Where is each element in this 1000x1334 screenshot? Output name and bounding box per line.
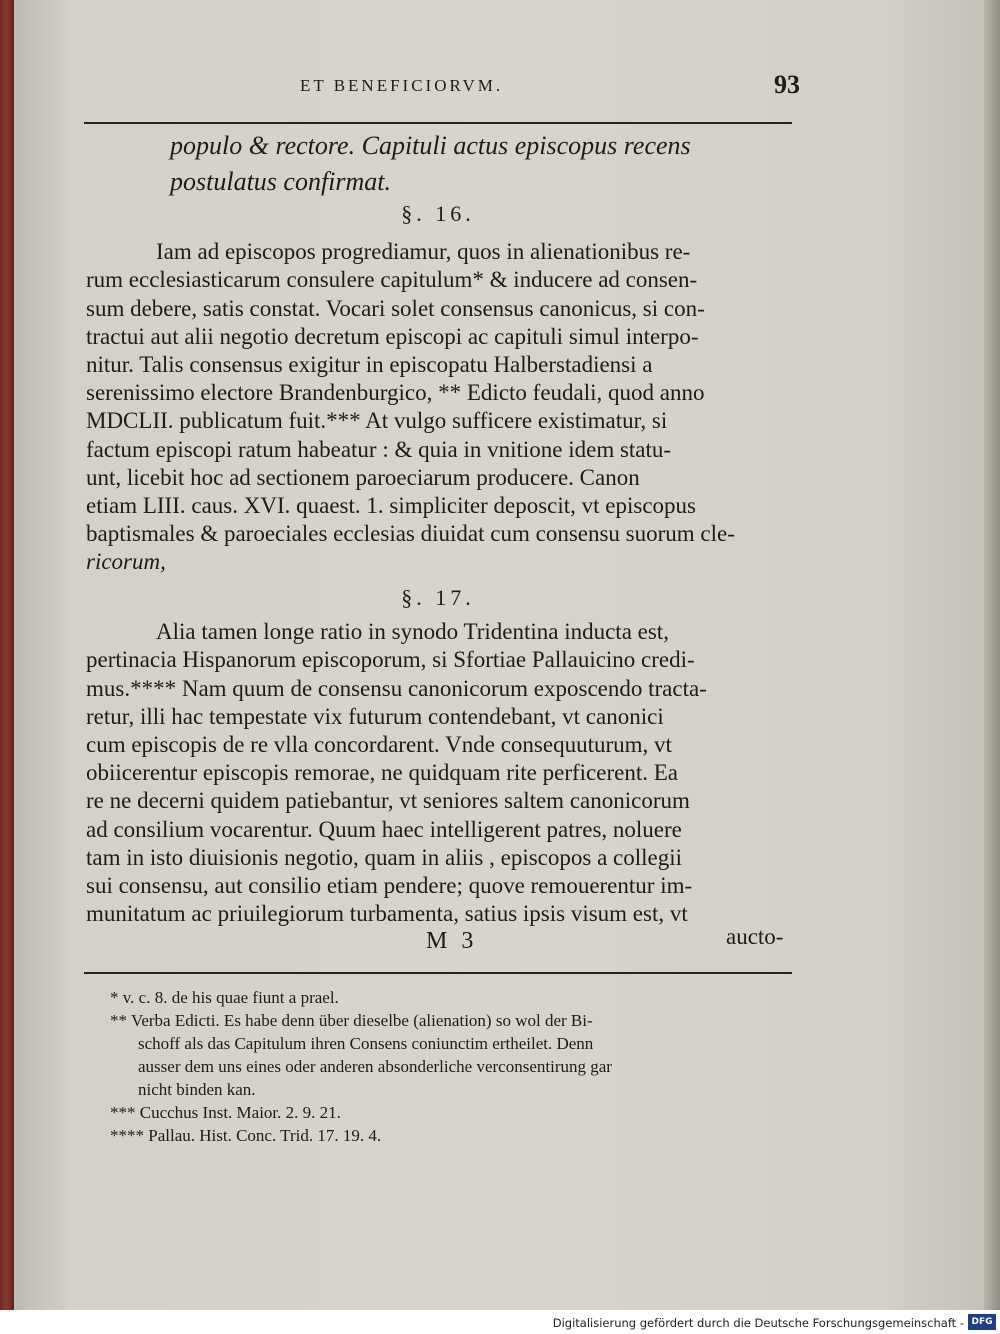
section-16 xyxy=(86,200,790,577)
text-line: serenissimo electore Brandenburgico, ** Edicto feudali, quod anno xyxy=(86,380,705,406)
text-line: pertinacia Hispanorum episcoporum, si Sfortiae Pallauicino credi- xyxy=(86,647,695,673)
footnote: **** Pallau. Hist. Conc. Trid. 17. 19. 4. xyxy=(110,1126,382,1145)
footnote: ** Verba Edicti. Es habe denn über dieselbe (alienation) so wol der Bi- xyxy=(110,1011,593,1030)
text-line: Alia tamen longe ratio in synodo Tridentina inducta est, xyxy=(156,619,669,645)
header-rule xyxy=(84,122,792,124)
text-line: unt, licebit hoc ad sectionem paroeciarum producere. Canon xyxy=(86,464,640,490)
summary-line: postulatus confirmat. xyxy=(170,167,392,196)
funding-credit: Digitalisierung gefördert durch die Deutsche Forschungsgemeinschaft - xyxy=(552,1316,964,1330)
text-line: retur, illi hac tempestate vix futurum contendebant, vt canonici xyxy=(86,703,664,729)
page-edge xyxy=(984,0,1000,1310)
text-line: re ne decerni quidem patiebantur, vt seniores saltem canonicorum xyxy=(86,788,690,814)
text-line: baptismales & paroeciales ecclesias diuidat cum consensu suorum cle- xyxy=(86,521,735,547)
running-head: ET BENEFICIORVM. xyxy=(300,76,504,95)
text-line: ad consilium vocarentur. Quum haec intelligerent patres, noluere xyxy=(86,816,682,842)
text-line: tractui aut alii negotio decretum episcopi ac capituli simul interpo- xyxy=(86,323,699,349)
text-line: nitur. Talis consensus exigitur in episcopatu Halberstadiensi a xyxy=(86,352,653,378)
text-line: ricorum, xyxy=(86,549,166,575)
footnotes xyxy=(110,986,790,1147)
footnote: *** Cucchus Inst. Maior. 2. 9. 21. xyxy=(110,1103,341,1122)
book-spine xyxy=(0,0,14,1310)
text-line: munitatum ac priuilegiorum turbamenta, satius ipsis visum est, vt xyxy=(86,901,688,927)
text-line: obiicerentur episcopis remorae, ne quidquam rite perficerent. Ea xyxy=(86,760,678,786)
paragraph xyxy=(86,238,790,576)
footnote-rule xyxy=(84,972,792,974)
catchword: aucto- xyxy=(726,924,784,949)
text-line: sum debere, satis constat. Vocari solet consensus canonicus, si con- xyxy=(86,295,705,321)
text-line: rum ecclesiasticarum consulere capitulum* & inducere ad consen- xyxy=(86,267,698,293)
section-summary xyxy=(170,128,790,200)
text-line: Iam ad episcopos progrediamur, quos in alienationibus re- xyxy=(156,239,691,265)
page-number: 93 xyxy=(774,70,800,99)
section-heading: §. 17. xyxy=(401,585,475,610)
footnote-continuation: schoff als das Capitulum ihren Consens coniunctim ertheilet. Denn xyxy=(138,1034,594,1053)
summary-line: populo & rectore. Capituli actus episcopus recens xyxy=(170,131,691,160)
dfg-logo: DFG xyxy=(968,1314,996,1330)
text-line: etiam LIII. caus. XVI. quaest. 1. simpliciter deposcit, vt episcopus xyxy=(86,493,696,519)
text-line: sui consensu, aut consilio etiam pendere; quove remouerentur im- xyxy=(86,873,693,899)
section-17 xyxy=(86,584,790,928)
text-line: mus.**** Nam quum de consensu canonicorum exposcendo tracta- xyxy=(86,675,707,701)
footnote: * v. c. 8. de his quae fiunt a prael. xyxy=(110,988,339,1007)
paragraph xyxy=(86,618,790,928)
section-heading: §. 16. xyxy=(401,201,475,226)
footnote-continuation: ausser dem uns eines oder anderen absonderliche verconsentirung gar xyxy=(138,1057,612,1076)
text-line: cum episcopis de re vlla concordarent. Vnde consequuturum, vt xyxy=(86,732,672,758)
text-line: tam in isto diuisionis negotio, quam in aliis , episcopos a collegii xyxy=(86,844,683,870)
text-line: factum episcopi ratum habeatur : & quia in vnitione idem statu- xyxy=(86,436,672,462)
text-line: MDCLII. publicatum fuit.*** At vulgo sufficere existimatur, si xyxy=(86,408,668,434)
footnote-continuation: nicht binden kan. xyxy=(138,1080,256,1099)
signature-mark: M 3 xyxy=(426,928,478,954)
